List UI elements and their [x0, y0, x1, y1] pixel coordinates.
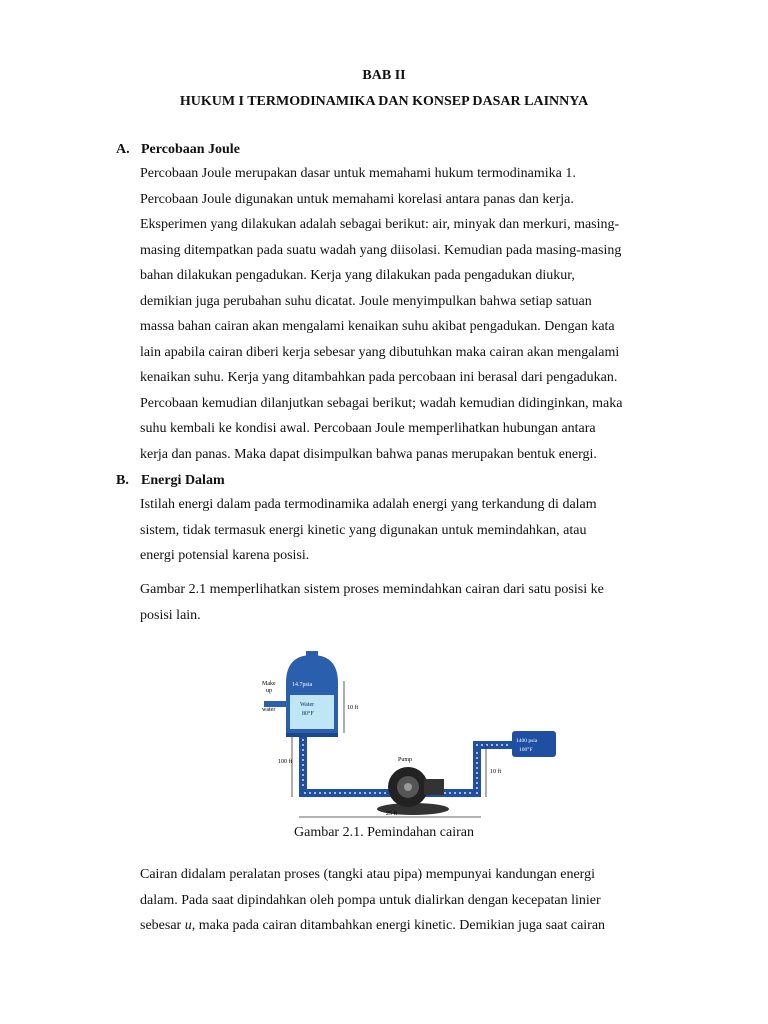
horizontal-label: 25 ft: [386, 811, 398, 817]
section-letter: B.: [116, 473, 129, 488]
makeup-label: Make: [262, 681, 276, 687]
text-line: posisi lain.: [140, 607, 201, 623]
makeup-label: water: [262, 707, 276, 713]
tank-temp-label: 80°F: [302, 711, 314, 717]
text-line: Cairan didalam peralatan proses (tangki atau pipa) mempunyai kandungan energi: [140, 867, 595, 882]
chapter-title: BAB II: [362, 68, 406, 83]
text-line: Istilah energi dalam pada termodinamika adalah energi yang terkandung di dalam: [140, 497, 597, 512]
tank-fluid-label: Water: [300, 702, 315, 708]
makeup-label: up: [266, 688, 272, 694]
liquid-transfer-figure: [248, 645, 558, 825]
text-line: Percobaan Joule digunakan untuk memahami korelasi antara panas dan kerja.: [140, 191, 574, 207]
closing-paragraph: [140, 862, 676, 939]
text-line: Percobaan Joule merupakan dasar untuk memahami hukum termodinamika 1.: [140, 166, 576, 181]
text-line: suhu kembali ke kondisi awal. Percobaan Joule memperlihatkan hubungan antara: [140, 421, 596, 436]
text-line: Eksperimen yang dilakukan adalah sebagai berikut: air, minyak dan merkuri, masing-: [140, 217, 620, 232]
text-line: energi potensial karena posisi.: [140, 548, 310, 563]
text-line: massa bahan cairan akan mengalami kenaikan suhu akibat pengadukan. Dengan kata: [140, 319, 615, 334]
figure-intro-paragraph: [140, 577, 676, 628]
rise-height-label: 10 ft: [490, 769, 502, 775]
text-segment: , maka pada cairan ditambahkan energi kinetic. Demikian juga saat cairan: [191, 918, 606, 933]
pump-system-diagram: [248, 645, 558, 825]
velocity-symbol: u: [184, 918, 192, 933]
text-line: kerja dan panas. Maka dapat disimpulkan bahwa panas merupakan bentuk energi.: [140, 446, 597, 462]
text-segment: sebesar: [140, 918, 185, 933]
section-a-paragraph: [140, 161, 676, 467]
text-line: demikian juga perubahan suhu dicatat. Joule menyimpulkan bahwa setiap satuan: [140, 293, 592, 309]
text-line: Gambar 2.1 memperlihatkan sistem proses memindahkan cairan dari satu posisi ke: [140, 582, 604, 597]
section-title: Percobaan Joule: [141, 142, 240, 157]
dest-temp-label: 100°F: [519, 747, 533, 753]
section-b-paragraph: [140, 492, 676, 569]
destination-vessel: [512, 731, 556, 757]
tank: [286, 651, 338, 737]
section-letter: A.: [116, 142, 130, 157]
pump-label: Pump: [398, 757, 413, 763]
text-line: dalam. Pada saat dipindahkan oleh pompa untuk dialirkan dengan kecepatan linier: [140, 892, 601, 908]
dest-pressure-label: 1400 psia: [516, 738, 538, 744]
drop-height-label: 100 ft: [278, 759, 293, 765]
figure-caption: Gambar 2.1. Pemindahan cairan: [294, 825, 474, 840]
text-line: [140, 913, 676, 939]
text-line: bahan dilakukan pengadukan. Kerja yang dilakukan pada pengadukan diukur,: [140, 268, 575, 283]
tank-height-label: 10 ft: [347, 705, 359, 711]
text-line: lain apabila cairan diberi kerja sebesar yang dibutuhkan maka cairan akan mengalami: [140, 344, 620, 360]
text-line: masing ditempatkan pada suatu wadah yang diisolasi. Kemudian pada masing-masing: [140, 242, 622, 258]
chapter-subtitle: HUKUM I TERMODINAMIKA DAN KONSEP DASAR LAINNYA: [179, 94, 589, 109]
tank-pressure-label: 14.7psia: [292, 682, 313, 688]
text-line: kenaikan suhu. Kerja yang ditambahkan pada percobaan ini berasal dari pengadukan.: [140, 370, 618, 385]
section-title: Energi Dalam: [141, 473, 225, 488]
text-line: Percobaan kemudian dilanjutkan sebagai berikut; wadah kemudian didinginkan, maka: [140, 395, 623, 411]
text-line: sistem, tidak termasuk energi kinetic yang digunakan untuk memindahkan, atau: [140, 522, 587, 538]
